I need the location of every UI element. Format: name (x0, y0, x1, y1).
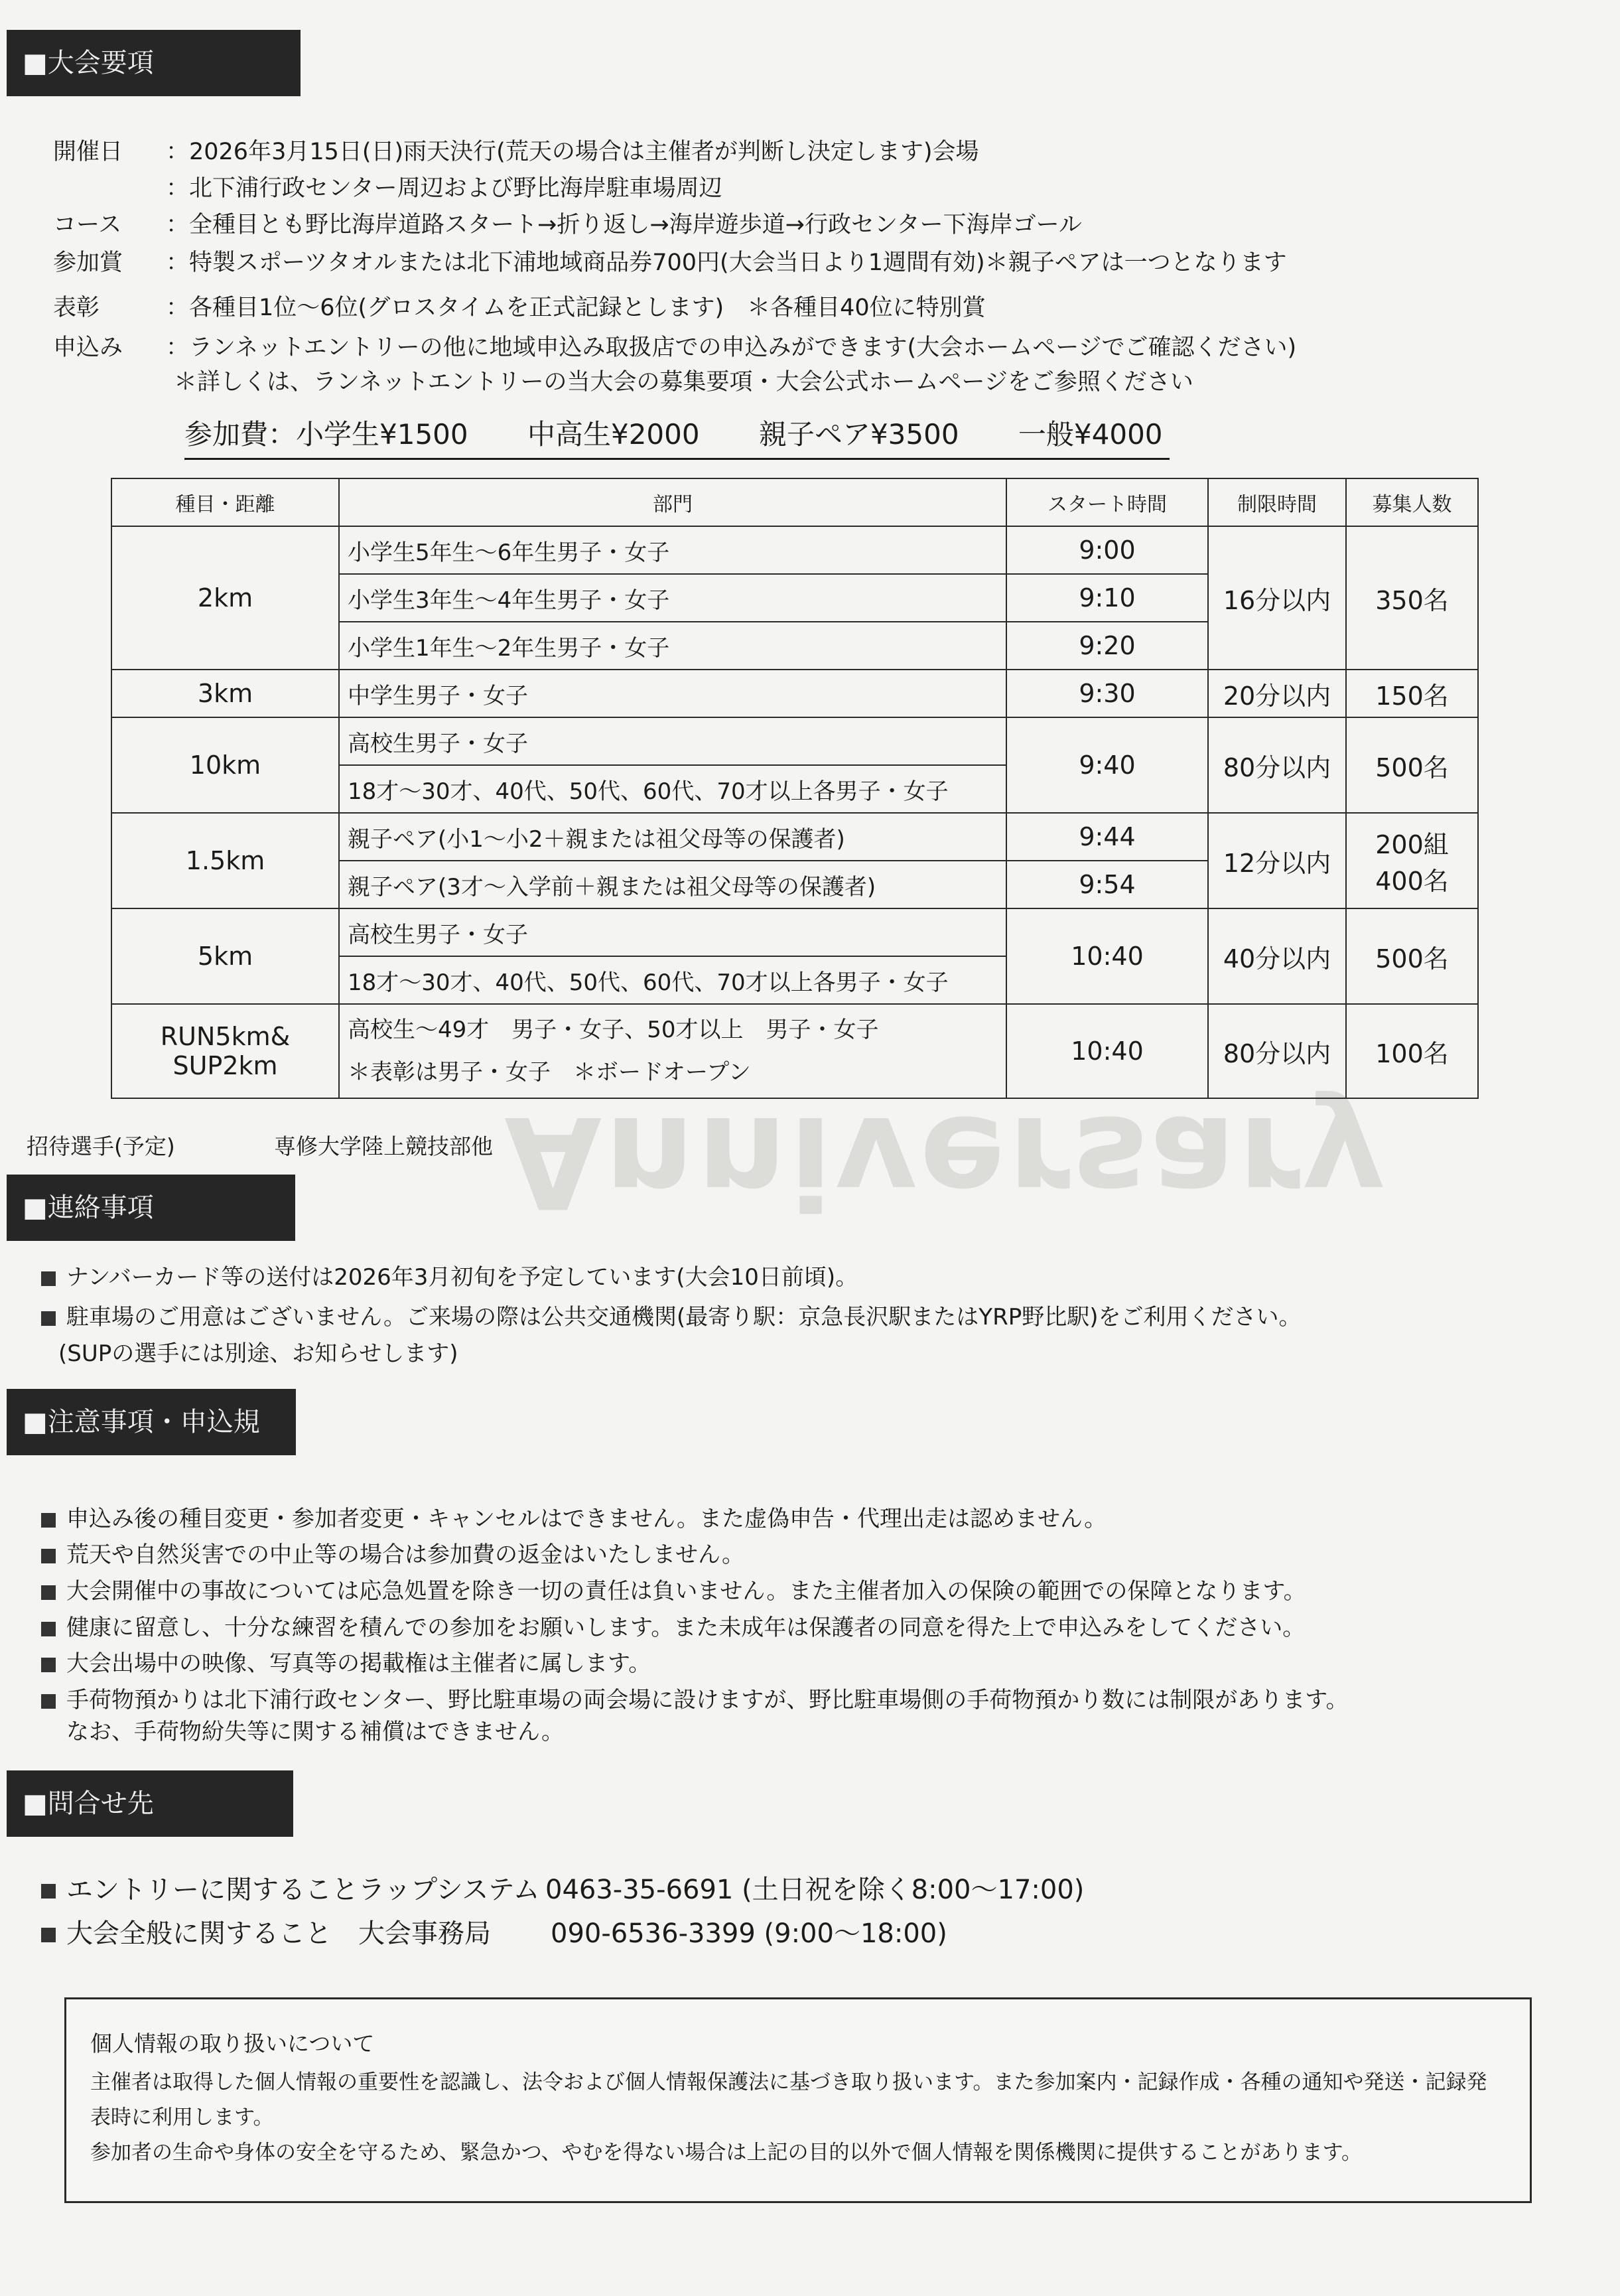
table-row (111, 670, 1478, 717)
caution-item: 荒天や自然災害での中止等の場合は参加費の返金はいたしません。 (41, 1538, 744, 1571)
contact-general-org: 大会事務局 (358, 1918, 491, 1949)
bullet-square-icon (41, 1311, 56, 1326)
apply-label: 申込み (53, 334, 123, 361)
start-cell: 9:40 (1006, 717, 1208, 813)
contact-entry-org: ラップシステム (358, 1875, 540, 1905)
apply-note: ＊詳しくは、ランネットエントリーの当大会の募集要項・大会公式ホームページをご参照ください (174, 369, 1193, 395)
note-item: ナンバーカード等の送付は2026年3月初旬を予定しています(大会10日前頃)。 (41, 1261, 858, 1294)
bullet-square-icon (41, 1658, 56, 1672)
header-division: 部門 (339, 478, 1006, 526)
date-value: ：2026年3月15日(日)雨天決行(荒天の場合は主催者が判断し決定します)会場 (166, 139, 979, 165)
capacity-cell: 100名 (1346, 1004, 1478, 1098)
table-row (111, 526, 1478, 574)
table-row (111, 908, 1478, 956)
bullet-square-icon (41, 1585, 56, 1600)
capacity-cell (1346, 813, 1478, 908)
caution-item: 大会開催中の事故については応急処置を除き一切の責任は負いません。また主催者加入の保険の範囲での保障となります。 (41, 1575, 1306, 1608)
bullet-square-icon (41, 1884, 56, 1899)
invited-value: 専修大学陸上競技部他 (274, 1133, 493, 1159)
section-header-outline: ■大会要項 (7, 30, 301, 96)
section-header-inquiries: ■問合せ先 (7, 1770, 293, 1837)
header-event: 種目・距離 (111, 478, 339, 526)
schedule-table (111, 478, 1479, 1099)
event-10km: 10km (111, 717, 339, 813)
division-cell (339, 1004, 1006, 1098)
event-5km: 5km (111, 908, 339, 1004)
division-cell: 18才～30才、40代、50代、60代、70才以上各男子・女子 (339, 765, 1006, 813)
division-cell: 小学生1年生～2年生男子・女子 (339, 622, 1006, 670)
event-1-5km: 1.5km (111, 813, 339, 908)
fee-parent-child: 親子ペア¥3500 (758, 418, 959, 451)
division-cell: 親子ペア(小1～小2＋親または祖父母等の保護者) (339, 813, 1006, 861)
limit-cell: 40分以内 (1208, 908, 1346, 1004)
capacity-people: 400名 (1375, 867, 1449, 896)
division-cell: 親子ペア(3才～入学前＋親または祖父母等の保護者) (339, 861, 1006, 908)
apply-value: ：ランネットエントリーの他に地域申込み取扱店での申込みができます(大会ホームページでご確認ください) (166, 334, 1297, 361)
section-header-contact-notes: ■連絡事項 (7, 1175, 295, 1241)
table-row (111, 813, 1478, 861)
privacy-text: 参加者の生命や身体の安全を守るため、緊急かつ、やむを得ない場合は上記の目的以外で個人情報を関係機関に提供することがあります。 (90, 2141, 1363, 2165)
table-row (111, 1004, 1478, 1098)
venue-value: ：北下浦行政センター周辺および野比海岸駐車場周辺 (166, 175, 722, 202)
note-item: (SUPの選手には別途、お知らせします) (58, 1340, 458, 1367)
division-cell: 高校生男子・女子 (339, 717, 1006, 765)
privacy-text: 表時に利用します。 (90, 2106, 274, 2129)
bullet-square-icon (41, 1271, 56, 1286)
division-cell: 小学生5年生～6年生男子・女子 (339, 526, 1006, 574)
bullet-square-icon (41, 1622, 56, 1636)
event-run-sup (111, 1004, 339, 1098)
capacity-cell: 150名 (1346, 670, 1478, 717)
limit-cell: 12分以内 (1208, 813, 1346, 908)
capacity-cell: 500名 (1346, 908, 1478, 1004)
bullet-square-icon (41, 1694, 56, 1709)
limit-cell: 20分以内 (1208, 670, 1346, 717)
caution-item: 大会出場中の映像、写真等の掲載権は主催者に属します。 (41, 1647, 651, 1680)
header-capacity: 募集人数 (1346, 478, 1478, 526)
start-cell: 9:30 (1006, 670, 1208, 717)
privacy-title: 個人情報の取り扱いについて (90, 2031, 375, 2056)
course-value: ：全種目とも野比海岸道路スタート→折り返し→海岸遊歩道→行政センター下海岸ゴール (166, 212, 1082, 238)
capacity-cell: 350名 (1346, 526, 1478, 670)
prize-label: 参加賞 (53, 250, 123, 276)
start-cell: 10:40 (1006, 908, 1208, 1004)
header-limit: 制限時間 (1208, 478, 1346, 526)
prize-value: ：特製スポーツタオルまたは北下浦地域商品券700円(大会当日より1週間有効)＊親子ペアは一つとなります (166, 250, 1287, 276)
privacy-notice-box (64, 1997, 1532, 2203)
course-label: コース (53, 212, 122, 238)
division-cell: 小学生3年生～4年生男子・女子 (339, 574, 1006, 622)
division-cell: 18才～30才、40代、50代、60代、70才以上各男子・女子 (339, 956, 1006, 1004)
section-header-cautions: ■注意事項・申込規 (7, 1389, 296, 1455)
award-value: ：各種目1位～6位(グロスタイムを正式記録とします) ＊各種目40位に特別賞 (166, 295, 986, 321)
contact-general-label: 大会全般に関すること (41, 1915, 332, 1952)
table-row (111, 717, 1478, 765)
start-cell: 9:54 (1006, 861, 1208, 908)
participation-fees (184, 411, 1170, 460)
award-label: 表彰 (53, 295, 100, 321)
limit-cell: 80分以内 (1208, 1004, 1346, 1098)
division-cell: 中学生男子・女子 (339, 670, 1006, 717)
caution-item: 手荷物預かりは北下浦行政センター、野比駐車場の両会場に設けますが、野比駐車場側の手荷物預かり数には制限があります。 (41, 1684, 1349, 1717)
background-watermark: Anniversary (504, 1088, 1388, 1235)
event-run: RUN5km& (160, 1022, 291, 1051)
header-start: スタート時間 (1006, 478, 1208, 526)
fee-junior-high: 中高生¥2000 (527, 418, 700, 451)
contact-general-phone: 090-6536-3399 (9:00～18:00) (551, 1918, 947, 1949)
contact-entry-phone: 0463-35-6691 (土日祝を除く8:00～17:00) (545, 1875, 1085, 1905)
date-label: 開催日 (53, 139, 123, 165)
caution-item: なお、手荷物紛失等に関する補償はできません。 (66, 1719, 565, 1745)
bullet-square-icon (41, 1513, 56, 1528)
caution-item: 申込み後の種目変更・参加者変更・キャンセルはできません。また虚偽申告・代理出走は認めません。 (41, 1502, 1107, 1536)
division-line: 高校生～49才 男子・女子、50才以上 男子・女子 (348, 1017, 879, 1043)
fee-elementary: 参加費：小学生¥1500 (184, 418, 468, 451)
start-cell: 9:00 (1006, 526, 1208, 574)
bullet-square-icon (41, 1928, 56, 1942)
fee-general: 一般¥4000 (1018, 418, 1163, 451)
note-item: 駐車場のご用意はございません。ご来場の際は公共交通機関(最寄り駅：京急長沢駅またはYRP野比駅)をご利用ください。 (41, 1301, 1301, 1334)
contact-entry-label: エントリーに関すること (41, 1871, 358, 1908)
start-cell: 9:20 (1006, 622, 1208, 670)
division-note: ＊表彰は男子・女子 ＊ボードオープン (348, 1059, 751, 1086)
event-2km: 2km (111, 526, 339, 670)
start-cell: 9:44 (1006, 813, 1208, 861)
event-3km: 3km (111, 670, 339, 717)
start-cell: 10:40 (1006, 1004, 1208, 1098)
caution-item: 健康に留意し、十分な練習を積んでの参加をお願いします。また未成年は保護者の同意を得た上で申込みをしてください。 (41, 1611, 1305, 1644)
capacity-pairs: 200組 (1375, 830, 1449, 859)
privacy-text: 主催者は取得した個人情報の重要性を認識し、法令および個人情報保護法に基づき取り扱います。また参加案内・記録作成・各種の通知や発送・記録発 (90, 2070, 1487, 2094)
event-sup: SUP2km (172, 1051, 278, 1080)
division-cell: 高校生男子・女子 (339, 908, 1006, 956)
table-header-row (111, 478, 1478, 526)
limit-cell: 80分以内 (1208, 717, 1346, 813)
bullet-square-icon (41, 1549, 56, 1563)
capacity-cell: 500名 (1346, 717, 1478, 813)
invited-label: 招待選手(予定) (27, 1133, 175, 1159)
start-cell: 9:10 (1006, 574, 1208, 622)
limit-cell: 16分以内 (1208, 526, 1346, 670)
